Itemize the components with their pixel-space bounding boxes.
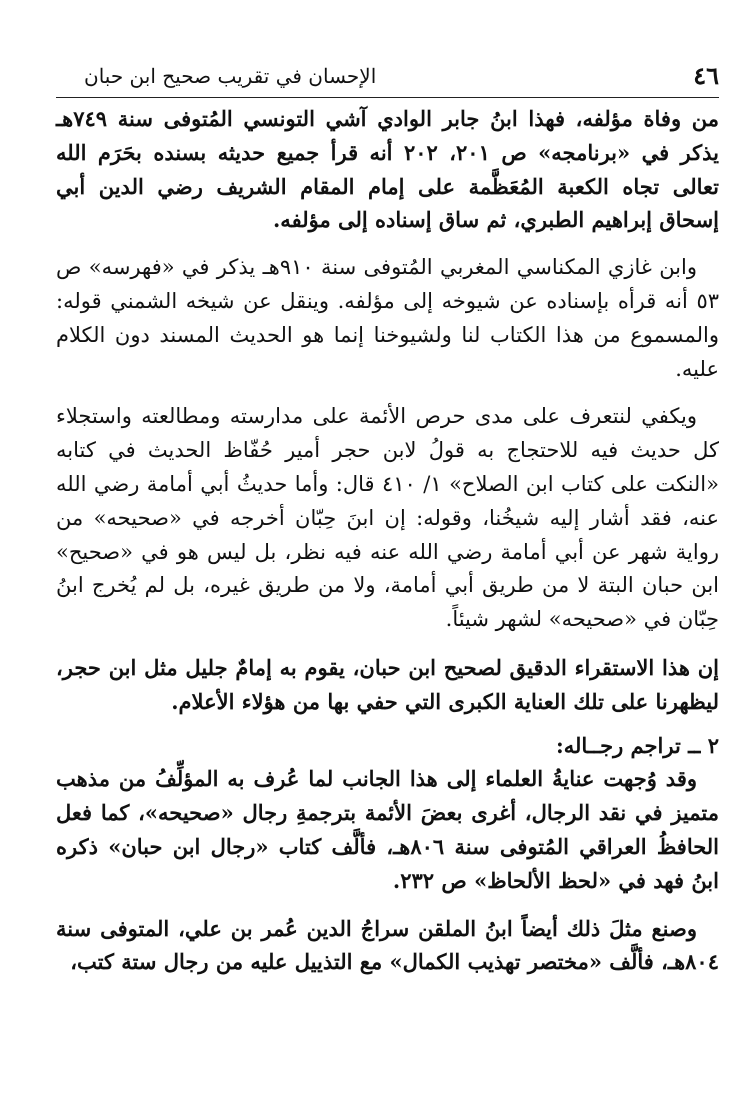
paragraph-1: من وفاة مؤلفه، فهذا ابنُ جابر الوادي آشي التونسي المُتوفى سنة ٧٤٩هـ يذكر في «برنامجه» ص ٢٠١، ٢٠٢ أنه قرأ جميع حديثه بسنده بحَرَم الله تعالى تجاه الكعبة المُعَظَّمة على إمام المقام الشريف رضي الدين أبي إسحاق إبراهيم الطبري، ثم ساق إسناده إلى مؤلفه. [56,106,720,233]
page-number: ٤٦ [693,61,719,90]
paragraph-2-text: وابن غازي المكناسي المغربي المُتوفى سنة ٩١٠هـ يذكر في «فهرسه» ص ٥٣ أنه قرأه بإسناده عن شيوخه إلى مؤلفه. وينقل عن شيخه الشمني قوله: والمسموع من هذا الكتاب لنا ولشيوخنا إنما هو الحديث المسند دون الكلام عليه. [56,255,719,381]
page-header [56,55,719,98]
paragraph-5-text: وقد وُجهت عنايةُ العلماء إلى هذا الجانب لما عُرف به المؤلِّفُ من مذهب متميز في نقد الرجال، أغرى بعضَ الأئمة بترجمةِ رجال «صحيحه»، كما فعل الحافظُ العراقي المُتوفى سنة ٨٠٦هـ، فألَّف كتاب «رجال ابن حبان» ذكره ابنُ فهد في «لحظ الألحاظ» ص ٢٣٢. [56,766,720,893]
book-page [56,55,719,1065]
running-title: الإحسان في تقريب صحيح ابن حبان [84,64,377,88]
section-heading: ٢ ــ تراجم رجــاله: [556,732,719,758]
paragraph-4: إن هذا الاستقراء الدقيق لصحيح ابن حبان، يقوم به إمامٌ جليل مثل ابن حجر، ليظهرنا على تلك العناية الكبرى التي حفي بها من هؤلاء الأعلام. [56,654,719,714]
paragraph-6 [56,912,719,980]
paragraph-5 [56,762,719,897]
paragraph-3 [56,400,719,637]
paragraph-3-text: ويكفي لنتعرف على مدى حرص الأئمة على مدارسته ومطالعته واستجلاء كل حديث فيه للاحتجاج به قولُ لابن حجر أمير حُفّاظ الحديث في كتابه «النكت على كتاب ابن الصلاح» ١/ ٤١٠ قال: وأما حديثُ أبي أمامة رضي الله عنه، فقد أشار إليه شيخُنا، وقوله: إن ابنَ حِبّان أخرجه في «صحيحه» من رواية شهر عن أبي أمامة رضي الله عنه فيه نظر، بل ليس هو في «صحيح» ابن حبان البتة لا من طريق أبي أمامة، ولا من طريق غيره، بل لم يُخرج ابنُ حِبّان في «صحيحه» لشهر شيئاً. [56,404,719,632]
paragraph-2 [56,251,719,386]
page-body [56,98,719,979]
paragraph-6-text: وصنع مثلَ ذلك أيضاً ابنُ الملقن سراجُ الدين عُمر بن علي، المتوفى سنة ٨٠٤هـ، فألَّف «مختصر تهذيب الكمال» مع التذييل عليه من رجال ستة كتب، [56,915,719,975]
